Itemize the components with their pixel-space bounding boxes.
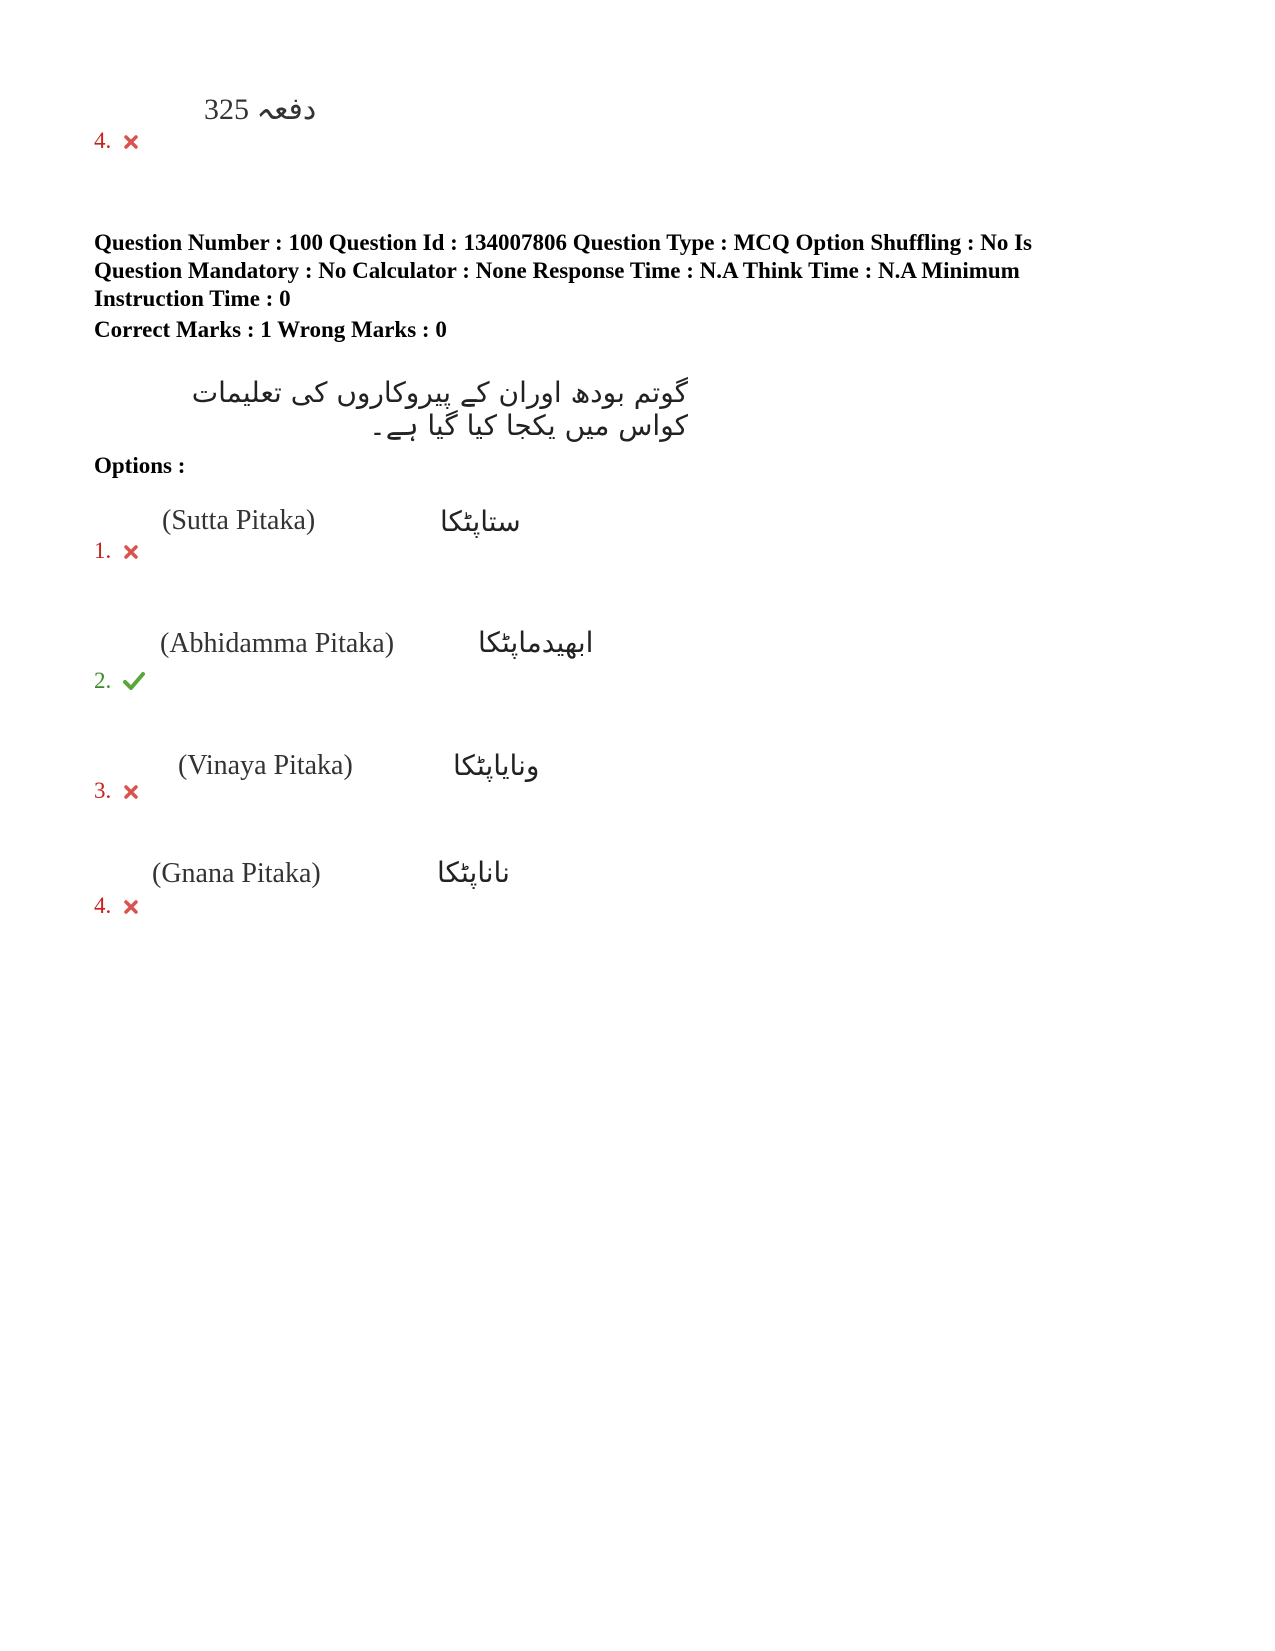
option-3-label: [94, 778, 139, 806]
option-1-english: (Sutta Pitaka): [162, 505, 316, 536]
question-meta: [94, 229, 1194, 313]
question-meta-line-1: Question Number : 100 Question Id : 134007806 Question Type : MCQ Option Shuffling : No Is: [94, 230, 1033, 255]
options-label: Options :: [94, 453, 186, 478]
cross-icon: [123, 780, 139, 806]
option-2-urdu: ابھیدماپٹکا: [478, 626, 594, 659]
option-number: 2.: [94, 668, 112, 693]
cross-icon: [123, 130, 139, 156]
checkmark-icon: [123, 670, 145, 696]
option-4-label: [94, 893, 139, 921]
option-1-label: [94, 538, 139, 566]
cross-icon: [123, 540, 139, 566]
option-2-label: [94, 668, 145, 696]
option-1-urdu: ستاپٹکا: [440, 505, 521, 538]
option-2-english: (Abhidamma Pitaka): [160, 628, 395, 659]
question-meta-line-3: Instruction Time : 0: [94, 286, 291, 311]
question-marks: Correct Marks : 1 Wrong Marks : 0: [94, 317, 447, 342]
option-number: 1.: [94, 538, 112, 563]
option-3-english: (Vinaya Pitaka): [178, 750, 353, 781]
prev-option-4-image-text: 325 دفعہ: [204, 93, 317, 126]
question-meta-line-2: Question Mandatory : No Calculator : None Response Time : N.A Think Time : N.A Minimum: [94, 258, 1020, 283]
option-number: 4.: [94, 893, 112, 918]
option-4-urdu: ناناپٹکا: [437, 856, 510, 889]
prev-option-4-label: [94, 128, 139, 156]
option-4-english: (Gnana Pitaka): [152, 858, 321, 889]
question-text-urdu: گوتم بودھ اوران کے پیروکاروں کی تعلیمات کواس میں یکجا کیا گیا ہے۔: [191, 376, 688, 442]
option-number: 4.: [94, 128, 112, 153]
option-3-urdu: ونایاپٹکا: [453, 749, 540, 782]
option-number: 3.: [94, 778, 112, 803]
cross-icon: [123, 895, 139, 921]
